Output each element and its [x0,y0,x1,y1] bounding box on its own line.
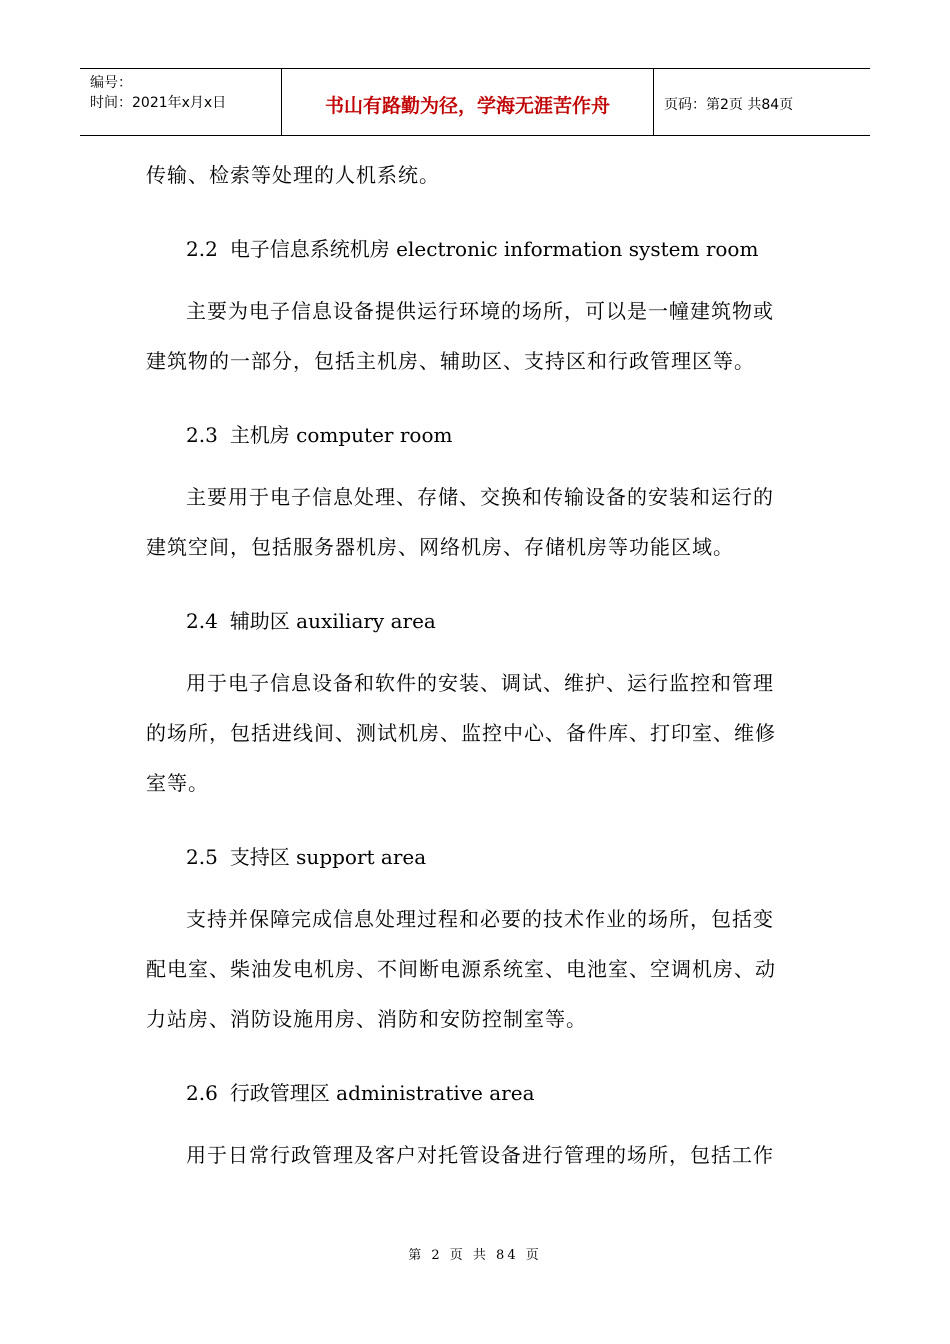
paragraph-line: 的场所，包括进线间、测试机房、监控中心、备件库、打印室、维修 [146,721,776,745]
header-meta [80,69,282,135]
code-label: 编号： [90,75,132,91]
paragraph-line: 用于电子信息设备和软件的安装、调试、维护、运行监控和管理 [186,671,774,695]
paragraph-line: 支持并保障完成信息处理过程和必要的技术作业的场所，包括变 [186,907,774,931]
paragraph-line: 室等。 [146,771,209,795]
section-number: 2.2 [186,237,218,261]
section-title: 电子信息系统机房 electronic information system room [229,237,759,261]
section-title: 主机房 computer room [229,423,453,447]
section-heading-2-3 [146,410,796,460]
section-heading-2-2 [146,224,796,274]
section-number: 2.5 [186,845,218,869]
section-heading-2-4 [146,596,796,646]
section-heading-2-6 [146,1068,796,1118]
paragraph-line: 用于日常行政管理及客户对托管设备进行管理的场所，包括工作 [186,1143,774,1167]
section-number: 2.3 [186,423,218,447]
section-number: 2.6 [186,1081,218,1105]
section-title: 支持区 support area [229,845,427,869]
intro-line: 传输、检索等处理的人机系统。 [146,163,440,187]
section-title: 行政管理区 administrative area [229,1081,535,1105]
section-heading-2-5 [146,832,796,882]
section-number: 2.4 [186,609,218,633]
paragraph-line: 建筑物的一部分，包括主机房、辅助区、支持区和行政管理区等。 [146,349,755,373]
document-body [146,150,796,1180]
header-motto: 书山有路勤为径，学海无涯苦作舟 [282,69,654,135]
time-label: 时间：2021年x月x日 [90,95,227,111]
paragraph-line: 主要为电子信息设备提供运行环境的场所，可以是一幢建筑物或 [186,299,774,323]
section-title: 辅助区 auxiliary area [229,609,436,633]
page-header [80,68,870,136]
paragraph-line: 力站房、消防设施用房、消防和安防控制室等。 [146,1007,587,1031]
paragraph-line: 主要用于电子信息处理、存储、交换和传输设备的安装和运行的 [186,485,774,509]
paragraph-line: 建筑空间，包括服务器机房、网络机房、存储机房等功能区域。 [146,535,734,559]
header-page-info: 页码：第2页 共84页 [664,97,794,113]
page-footer: 第 2 页 共 84 页 [408,1248,542,1263]
paragraph-line: 配电室、柴油发电机房、不间断电源系统室、电池室、空调机房、动 [146,957,776,981]
